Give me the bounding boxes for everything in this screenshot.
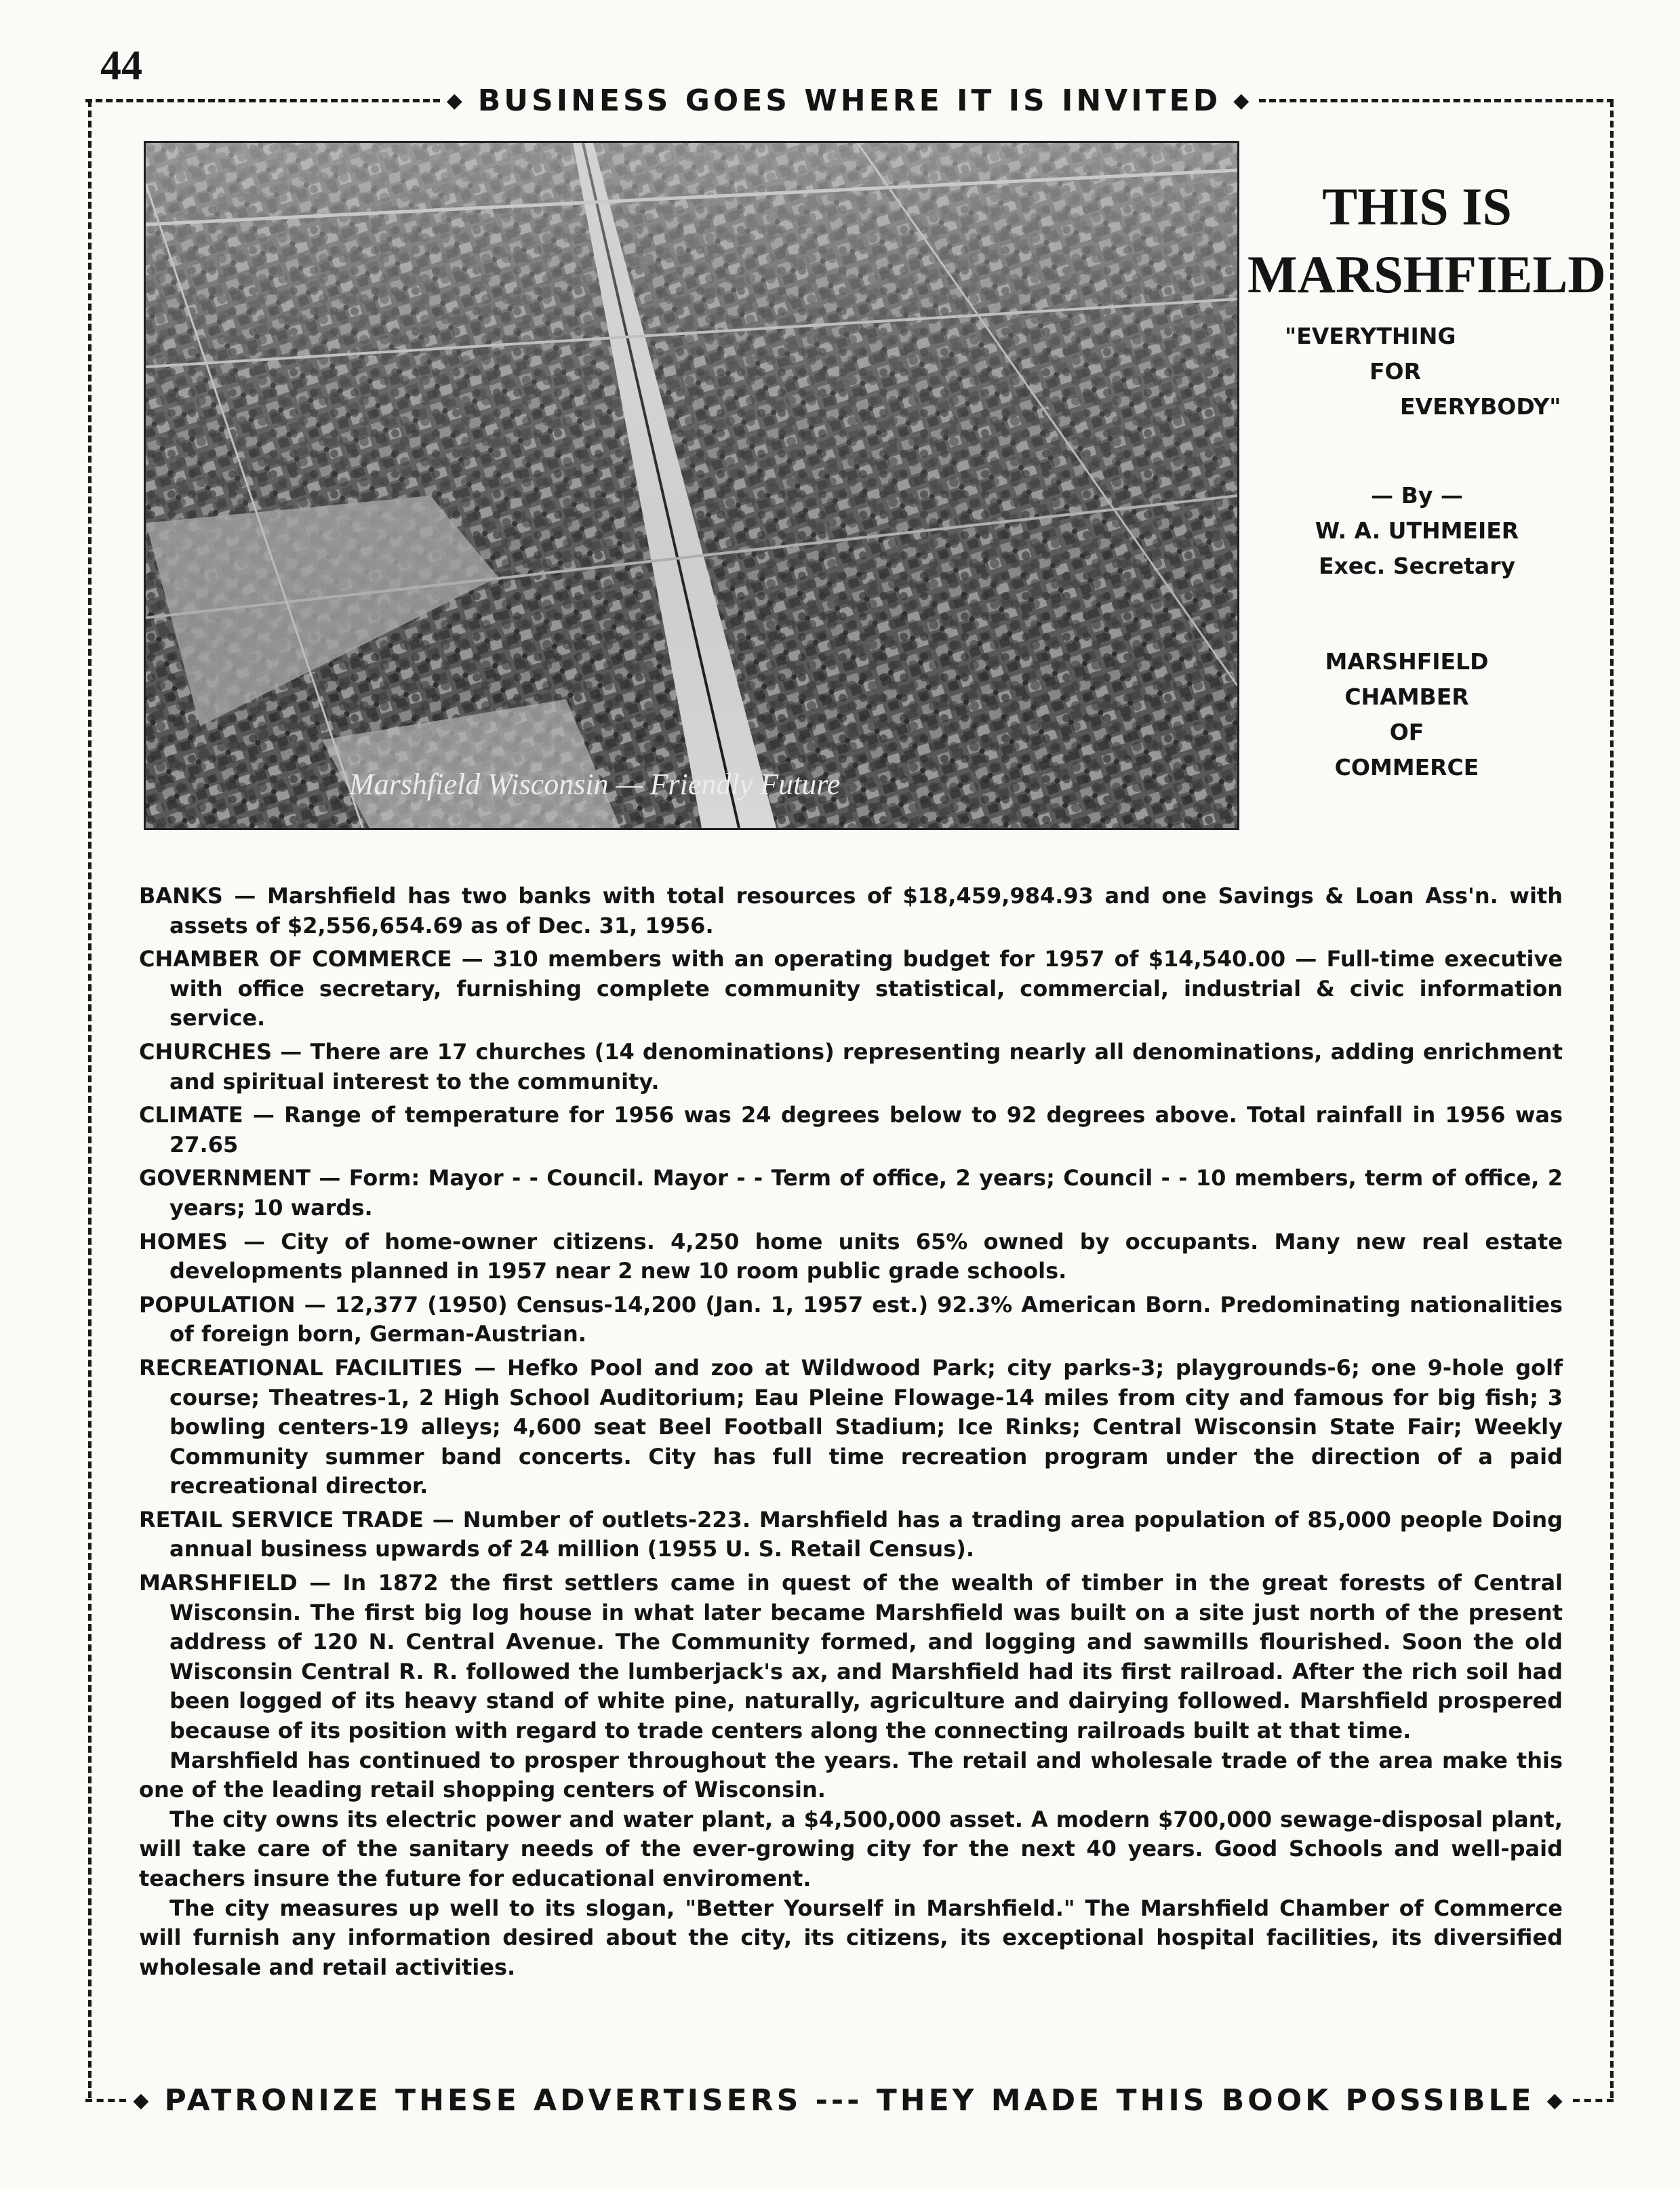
paragraph-3: The city measures up well to its slogan, "Better Yourself in Marshfield." The Marshfield Chamber of Commerce will furnish any information desired about the city, its citizens, its exceptional hospital facilities, its diversified wholesale and retail activities. [139, 1895, 1563, 1980]
article-title [1247, 173, 1606, 309]
paragraph-1: Marshfield has continued to prosper throughout the years. The retail and wholesale trade of the area make this one of the leading retail shopping centers of Wisconsin. [139, 1747, 1563, 1803]
entry-recreation [139, 1354, 1563, 1501]
author-name: W. A. UTHMEIER [1315, 517, 1519, 544]
banner-rule [1573, 2099, 1614, 2102]
entry-text: Number of outlets-223. Marshfield has a trading area population of 85,000 people Doing annual business upwards of 24 million (1955 U. S. Retail Census). [169, 1506, 1563, 1562]
slogan-line-2: FOR [1369, 358, 1422, 384]
entry-heading: CHURCHES [139, 1038, 273, 1065]
entry-heading: GOVERNMENT [139, 1165, 311, 1191]
entry-text: In 1872 the first settlers came in quest of the wealth of timber in the great forests of Central Wisconsin. The first big log house in what later became Marshfield was built on a site just north of the present address of 120 N. Central Avenue. The Community formed, and logging and sawmills flourished. Soon the old Wisconsin Central R. R. followed the lumberjack's ax, and Marshfield had its first railroad. After the rich soil had been logged of its heavy stand of white pine, naturally, agriculture and dairying followed. Marshfield prospered because of its position with regard to trade centers along the connecting railroads built at that time. [169, 1570, 1563, 1744]
entry-government [139, 1164, 1563, 1223]
entry-heading: BANKS [139, 883, 223, 909]
entry-homes [139, 1227, 1563, 1286]
separator: — [280, 1038, 302, 1065]
entry-climate [139, 1101, 1563, 1160]
entry-heading: HOMES [139, 1228, 228, 1255]
title-line-1: THIS IS [1322, 177, 1512, 236]
diamond-icon: ◆ [1546, 2088, 1566, 2112]
diamond-icon: ◆ [133, 2088, 153, 2112]
separator: — [309, 1570, 332, 1596]
byline-by: — By — [1371, 482, 1463, 509]
separator: — [432, 1506, 454, 1533]
slogan-line-1: "EVERYTHING [1285, 323, 1456, 349]
bottom-banner [85, 2076, 1614, 2124]
entry-chamber [139, 945, 1563, 1033]
aerial-photo [144, 141, 1239, 830]
entry-heading: MARSHFIELD [139, 1570, 298, 1596]
author-role: Exec. Secretary [1319, 553, 1515, 579]
page-number: 44 [100, 43, 142, 89]
slogan-line-3: EVERYBODY" [1400, 393, 1561, 420]
entry-churches [139, 1038, 1563, 1097]
entry-retail [139, 1505, 1563, 1564]
organization [1322, 644, 1492, 785]
entry-text: 12,377 (1950) Census-14,200 (Jan. 1, 1957 est.) 92.3% American Born. Predominating nationalities of foreign born, German-Austrian. [169, 1291, 1563, 1347]
entry-heading: CHAMBER OF COMMERCE [139, 946, 452, 972]
paragraph-2: The city owns its electric power and water plant, a $4,500,000 asset. A modern $700,000 sewage-disposal plant, will take care of the sanitary needs of the ever-growing city for the next 40 years. Good Schools and well-paid teachers insure the future for educational enviroment. [139, 1806, 1563, 1891]
article-body [139, 882, 1563, 1982]
entry-text: Marshfield has two banks with total resources of $18,459,984.93 and one Savings & Loan Ass'n. with assets of $2,556,654.69 as of Dec. 31, 1956. [169, 883, 1563, 939]
separator: — [461, 946, 483, 972]
aerial-photo-image [146, 143, 1237, 828]
entry-text: 310 members with an operating budget for 1957 of $14,540.00 — Full-time executive with office secretary, furnishing complete community statistical, commercial, industrial & civic information service. [169, 946, 1563, 1031]
separator: — [319, 1165, 341, 1191]
separator: — [234, 883, 256, 909]
bottom-banner-text: PATRONIZE THESE ADVERTISERS --- THEY MADE THIS BOOK POSSIBLE [164, 2083, 1535, 2118]
slogan [1285, 319, 1561, 425]
entry-text: Hefko Pool and zoo at Wildwood Park; city parks-3; playgrounds-6; one 9-hole golf course; Theatres-1, 2 High School Auditorium; Eau Pleine Flowage-14 miles from city and famous for big fish; 3 bowling centers-19 alleys; 4,600 seat Beel Football Stadium; Ice Rinks; Central Wisconsin State Fair; Weekly Community summer band concerts. City has full time recreation program under the direction of a paid recreational director. [169, 1354, 1563, 1499]
entry-heading: POPULATION [139, 1291, 296, 1318]
org-line-4: COMMERCE [1334, 754, 1479, 781]
title-line-2: MARSHFIELD [1247, 245, 1606, 304]
photo-caption: Marshfield Wisconsin — Friendly Future [349, 768, 841, 801]
entry-heading: RETAIL SERVICE TRADE [139, 1506, 424, 1533]
banner-rule [85, 2099, 126, 2102]
separator: — [243, 1228, 265, 1255]
entry-text: Range of temperature for 1956 was 24 degrees below to 92 degrees above. Total rainfall in 1956 was 27.65 [169, 1102, 1563, 1158]
byline [1275, 478, 1559, 584]
entry-text: City of home-owner citizens. 4,250 home units 65% owned by occupants. Many new real estate developments planned in 1957 near 2 new 10 room public grade schools. [169, 1228, 1563, 1284]
diamond-icon: ◆ [1233, 88, 1253, 113]
entry-population [139, 1290, 1563, 1349]
separator: — [474, 1354, 496, 1381]
separator: — [304, 1291, 326, 1318]
entry-heading: RECREATIONAL FACILITIES [139, 1354, 463, 1381]
entry-banks [139, 882, 1563, 941]
entry-marshfield [139, 1568, 1563, 1746]
separator: — [252, 1102, 275, 1128]
org-line-1: MARSHFIELD [1325, 648, 1489, 675]
org-line-3: OF [1389, 719, 1424, 745]
entry-heading: CLIMATE [139, 1102, 243, 1128]
diamond-icon: ◆ [446, 88, 466, 113]
org-line-2: CHAMBER [1344, 684, 1469, 710]
entry-text: Form: Mayor - - Council. Mayor - - Term of office, 2 years; Council - - 10 members, term of office, 2 years; 10 wards. [169, 1165, 1563, 1221]
entry-text: There are 17 churches (14 denominations) representing nearly all denominations, adding enrichment and spiritual interest to the community. [169, 1038, 1563, 1094]
top-banner-text: BUSINESS GOES WHERE IT IS INVITED [477, 83, 1222, 118]
